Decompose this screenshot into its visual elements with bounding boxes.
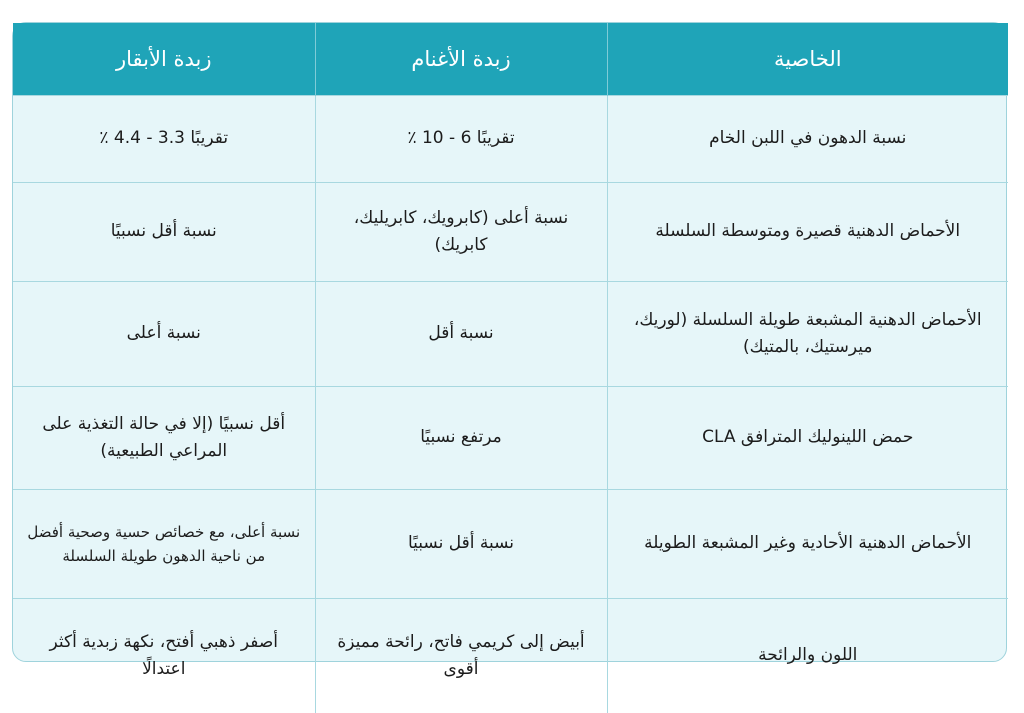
cell-cow: نسبة أعلى، مع خصائص حسية وصحية أفضل من ناحية الدهون طويلة السلسلة <box>13 490 315 599</box>
cell-goat: نسبة أقل نسبيًا <box>315 490 607 599</box>
table-row <box>13 599 1008 713</box>
header-row <box>13 23 1008 96</box>
cell-property: الأحماض الدهنية قصيرة ومتوسطة السلسلة <box>607 183 1008 282</box>
table-row <box>13 387 1008 490</box>
cell-property: الأحماض الدهنية الأحادية وغير المشبعة الطويلة <box>607 490 1008 599</box>
table-row <box>13 183 1008 282</box>
cell-goat: أبيض إلى كريمي فاتح، رائحة مميزة أقوى <box>315 599 607 713</box>
cell-goat: نسبة أقل <box>315 282 607 387</box>
cell-goat: تقريبًا 6 - 10 ٪ <box>315 96 607 183</box>
table-body <box>13 96 1008 713</box>
cell-property: الأحماض الدهنية المشبعة طويلة السلسلة (لوريك، ميرستيك، بالمتيك) <box>607 282 1008 387</box>
cell-goat: مرتفع نسبيًا <box>315 387 607 490</box>
header-goat-butter: زبدة الأغنام <box>315 23 607 96</box>
table-row <box>13 96 1008 183</box>
table-row <box>13 282 1008 387</box>
cell-property: اللون والرائحة <box>607 599 1008 713</box>
comparison-table-card <box>12 22 1007 662</box>
cell-cow: تقريبًا 3.3 - 4.4 ٪ <box>13 96 315 183</box>
table-header <box>13 23 1008 96</box>
cell-cow: أصفر ذهبي أفتح، نكهة زبدية أكثر اعتدالًا <box>13 599 315 713</box>
butter-comparison-table <box>13 23 1008 713</box>
cell-cow: أقل نسبيًا (إلا في حالة التغذية على المراعي الطبيعية) <box>13 387 315 490</box>
cell-cow: نسبة أقل نسبيًا <box>13 183 315 282</box>
header-property: الخاصية <box>607 23 1008 96</box>
cell-property: نسبة الدهون في اللبن الخام <box>607 96 1008 183</box>
header-cow-butter: زبدة الأبقار <box>13 23 315 96</box>
cell-goat: نسبة أعلى (كابرويك، كابريليك، كابريك) <box>315 183 607 282</box>
cell-cow: نسبة أعلى <box>13 282 315 387</box>
cell-property: حمض اللينوليك المترافق CLA <box>607 387 1008 490</box>
table-row <box>13 490 1008 599</box>
